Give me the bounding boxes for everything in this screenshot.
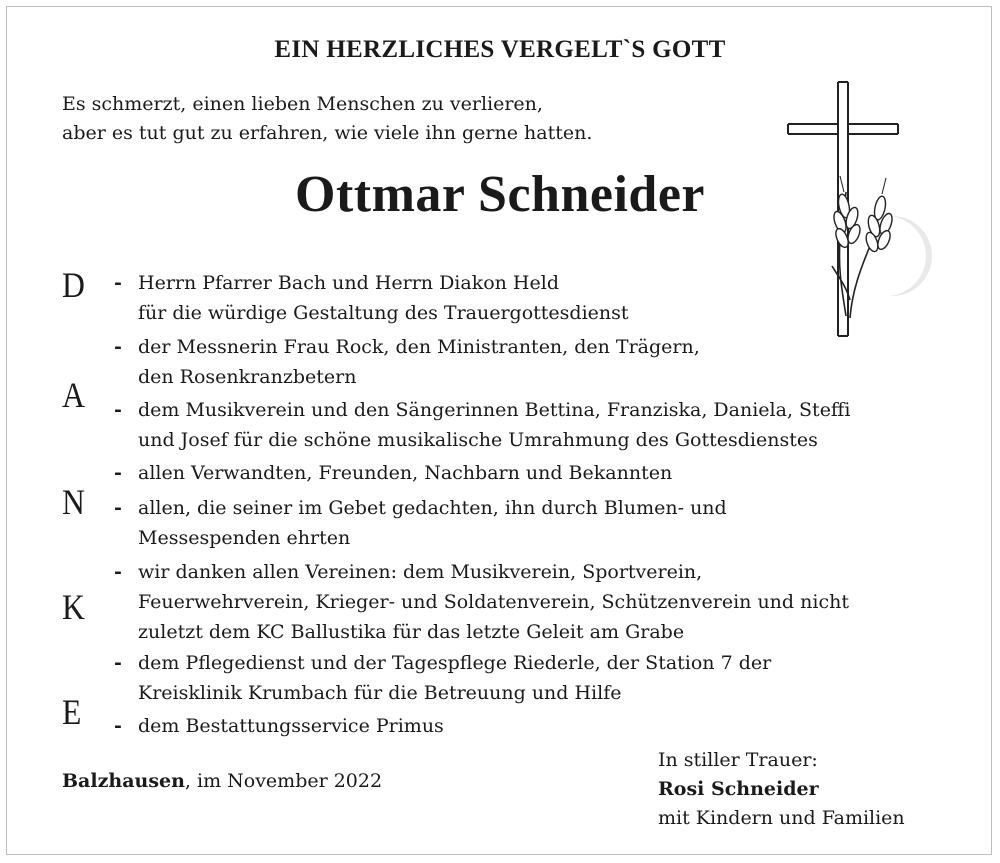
place-town: Balzhausen: [62, 770, 185, 792]
mourners-block: [658, 746, 905, 833]
list-item-line: den Rosenkranzbetern: [138, 366, 357, 388]
list-item: [138, 493, 727, 553]
danke-letter-k: K: [62, 587, 85, 627]
intro-text: [62, 90, 592, 148]
list-item-line: Feuerwehrverein, Krieger- und Soldatenverein, Schützenverein und nicht: [138, 591, 849, 613]
list-item-line: allen, die seiner im Gebet gedachten, ihn durch Blumen- und: [138, 497, 727, 519]
danke-letter-e: E: [62, 692, 82, 732]
intro-line-1: Es schmerzt, einen lieben Menschen zu verlieren,: [62, 93, 543, 115]
list-item: [138, 711, 444, 741]
deceased-name: Ottmar Schneider: [295, 166, 705, 223]
danke-letter-n: N: [62, 482, 85, 522]
notice-heading: EIN HERZLICHES VERGELT`S GOTT: [274, 36, 726, 63]
list-item-line: zuletzt dem KC Ballustika für das letzte Geleit am Grabe: [138, 621, 685, 643]
list-bullet: -: [114, 715, 122, 737]
danke-letter-a: A: [62, 375, 85, 415]
place-date-text: , im November 2022: [184, 770, 383, 792]
list-item-line: wir danken allen Vereinen: dem Musikverein, Sportverein,: [138, 561, 703, 583]
cross-wheat-icon: [780, 80, 940, 342]
mourner-name: Rosi Schneider: [658, 778, 819, 800]
list-item-line: dem Pflegedienst und der Tagespflege Riederle, der Station 7 der: [138, 652, 772, 674]
list-bullet: -: [114, 462, 122, 484]
list-item: [138, 458, 672, 488]
list-item-line: allen Verwandten, Freunden, Nachbarn und Bekannten: [138, 462, 673, 484]
list-item-line: Herrn Pfarrer Bach und Herrn Diakon Held: [138, 272, 559, 294]
mourners-intro: In stiller Trauer:: [658, 749, 818, 771]
list-item-line: und Josef für die schöne musikalische Umrahmung des Gottesdienstes: [138, 429, 818, 451]
list-bullet: -: [114, 497, 122, 519]
list-item-line: der Messnerin Frau Rock, den Ministranten, den Trägern,: [138, 336, 700, 358]
list-item-line: dem Musikverein und den Sängerinnen Bettina, Franziska, Daniela, Steffi: [138, 399, 851, 421]
list-item: [138, 395, 851, 455]
place-date: [62, 770, 382, 792]
list-bullet: -: [114, 652, 122, 674]
list-bullet: -: [114, 272, 122, 294]
list-item-line: dem Bestattungsservice Primus: [138, 715, 444, 737]
list-bullet: -: [114, 399, 122, 421]
list-item-line: für die würdige Gestaltung des Trauergottesdienst: [138, 302, 629, 324]
intro-line-2: aber es tut gut zu erfahren, wie viele ihn gerne hatten.: [62, 122, 593, 144]
danke-letter-d: D: [62, 265, 85, 305]
list-item-line: Kreisklinik Krumbach für die Betreuung und Hilfe: [138, 682, 622, 704]
list-item: [138, 648, 771, 708]
list-bullet: -: [114, 561, 122, 583]
list-item: [138, 557, 849, 647]
list-item-line: Messespenden ehrten: [138, 527, 351, 549]
mourners-family: mit Kindern und Familien: [658, 807, 905, 829]
list-item: [138, 332, 700, 392]
list-item: [138, 268, 629, 328]
list-bullet: -: [114, 336, 122, 358]
